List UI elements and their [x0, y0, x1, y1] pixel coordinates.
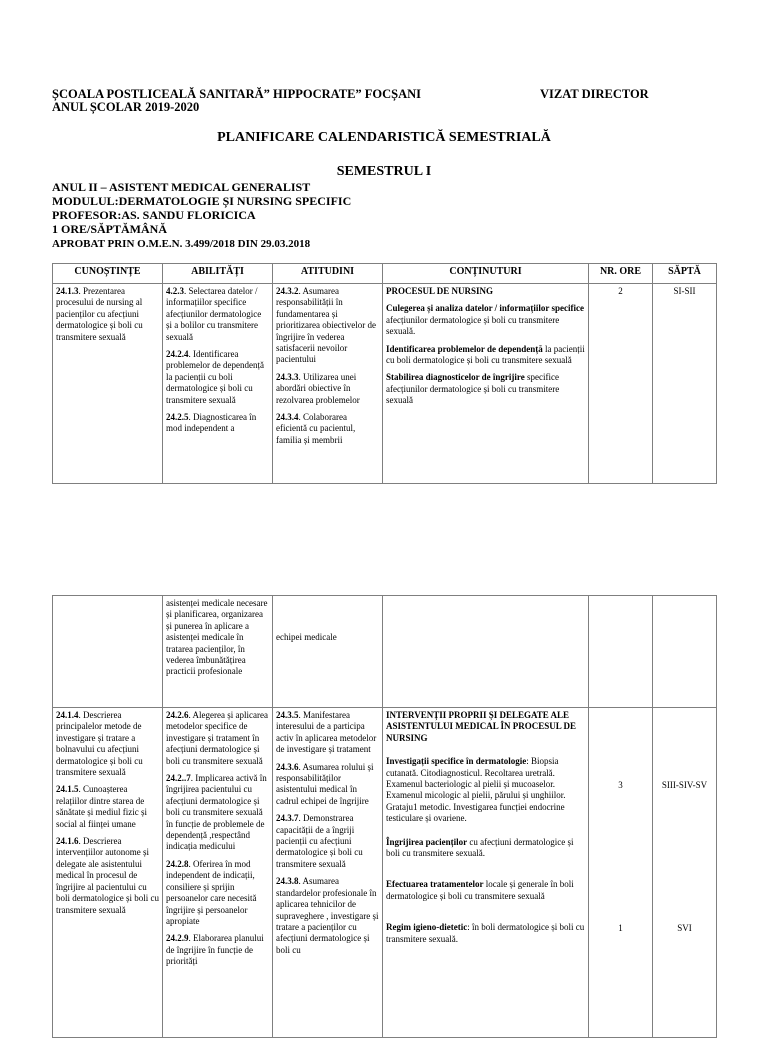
- cell-atitudini: [273, 284, 383, 484]
- content-item: Îngrijirea pacienților cu afecțiuni dermatologice și boli cu transmitere sexuală.: [386, 836, 574, 859]
- cell-cunostinte: [53, 708, 163, 1038]
- weeks-value: SVI: [677, 923, 692, 934]
- competence-item: 24.1.4. Descrierea principalelor metode de investigare și tratare a bolnavului cu afecțiuni dermatologice și boli cu transmitere sexuală: [56, 710, 143, 778]
- cell-abilitati: asistenței medicale necesare și planificarea, organizarea și punerea în aplicare a asistenței medicale în tratarea pacienților, în vederea îmbunătățirea practicii profesionale: [163, 596, 273, 708]
- competence-item: 24.3.2. Asumarea responsabilității în fundamentarea și prioritizarea obiectivelor de îngrijire în vederea satisfacerii nevoilor pacientului: [276, 286, 376, 365]
- cell-continuturi: [383, 708, 589, 1038]
- hours-value: 1: [618, 923, 623, 934]
- content-item: Investigații specifice în dermatologie: Biopsia cutanată. Citodiagnosticul. Recoltarea uretrală. Examenul bacteriologic al pielii și mucoaselor. Examenul micologic al pielii, părului și unghiilor. Grataju1 metodic. Investigarea funcției endocrine testiculare și ovariene.: [386, 756, 566, 824]
- competence-item: 24.3.3. Utilizarea unei abordări obiective în rezolvarea problemelor: [276, 371, 360, 405]
- meta-hours: 1 ORE/SĂPTĂMÂNĂ: [52, 222, 168, 236]
- meta-teacher: PROFESOR:AS. SANDU FLORICICA: [52, 208, 256, 222]
- competence-item: 24.2.4. Identificarea problemelor de dependență la pacienții cu boli dermatologice și boli cu transmitere sexuală: [166, 349, 264, 405]
- cell-saptamana: [653, 708, 717, 1038]
- competence-item: 24.2.8. Oferirea în mod independent de indicații, consiliere și sprijin persoanelor care necesită îngrijire și persoanelor apropiate: [166, 858, 257, 926]
- semester-title: SEMESTRUL I: [336, 164, 432, 179]
- content-heading: INTERVENȚII PROPRII ȘI DELEGATE ALE ASISTENTULUI MEDICAL ÎN PROCESUL DE NURSING: [386, 710, 577, 743]
- competence-item: 24.3.5. Manifestarea interesului de a participa activ în aplicarea metodelor de investigare și tratament: [276, 710, 377, 755]
- competence-item: 24.2.6. Alegerea și aplicarea metodelor specifice de investigare și tratament în afecțiuni dermatologice și boli cu transmitere sexuală: [166, 710, 268, 766]
- cell-nr-ore: 2: [589, 284, 653, 484]
- col-header-abilitati: ABILITĂȚI: [163, 264, 273, 284]
- competence-item: 24.3.4. Colaborarea eficientă cu pacientul, familia și membrii: [276, 412, 356, 445]
- competence-item: 24.2..7. Implicarea activă în îngrijirea pacientului cu afecțiuni dermatologice și boli cu transmitere sexuală în funcție de problemele de dependență ,respectând indicația medicului: [166, 773, 267, 852]
- col-header-continuturi: CONȚINUTURI: [383, 264, 589, 284]
- cell-atitudini: [273, 596, 383, 708]
- document-title: PLANIFICARE CALENDARISTICĂ SEMESTRIALĂ: [217, 130, 551, 145]
- col-header-saptamana: SĂPTĂ: [653, 264, 717, 284]
- school-name: ȘCOALA POSTLICEALĂ SANITARĂ” HIPPOCRATE” FOCȘANI: [52, 87, 422, 101]
- cell-saptamana: [653, 596, 717, 708]
- cell-saptamana: SI-SII: [653, 284, 717, 484]
- content-item: Culegerea și analiza datelor / informațiilor specifice afecțiunilor dermatologice și boli cu transmitere sexuală.: [386, 303, 584, 337]
- col-header-atitudini: ATITUDINI: [273, 264, 383, 284]
- competence-item: 24.3.6. Asumarea rolului și responsabilităților asistentului medical în cadrul echipei de îngrijire: [276, 761, 374, 806]
- cell-atitudini: [273, 708, 383, 1038]
- cell-cunostinte: [53, 596, 163, 708]
- weeks-value: SIII-SIV-SV: [661, 780, 708, 790]
- content-item: Regim igieno-dietetic: în boli dermatologice și boli cu transmitere sexuală.: [386, 922, 585, 944]
- competence-item: 24.1.3. Prezentarea procesului de nursing al pacienților cu afecțiuni dermatologice și boli cu transmitere sexuală: [56, 286, 143, 342]
- competence-item: 24.3.8. Asumarea standardelor profesionale în aplicarea tehnicilor de supraveghere , investigare și tratare a pacienților cu afecțiuni dermatologice și boli cu: [276, 876, 379, 955]
- cell-nr-ore: [589, 596, 653, 708]
- content-item: Identificarea problemelor de dependență la pacienții cu boli dermatologice și boli cu transmitere sexuală: [386, 343, 585, 366]
- cell-continuturi: [383, 596, 589, 708]
- competence-item: 24.1.5. Cunoașterea relațiilor dintre starea de sănătate și mediul fizic și social al ființei umane: [56, 784, 147, 829]
- meta-year-specialization: ANUL II – ASISTENT MEDICAL GENERALIST: [52, 180, 311, 194]
- cell-cunostinte: [53, 284, 163, 484]
- meta-approval-order: APROBAT PRIN O.M.E.N. 3.499/2018 DIN 29.03.2018: [52, 238, 311, 250]
- planning-table-page2: [52, 595, 717, 1038]
- meta-module: MODULUL:DERMATOLOGIE ȘI NURSING SPECIFIC: [52, 194, 352, 208]
- cell-nr-ore: [589, 708, 653, 1038]
- director-approval: VIZAT DIRECTOR: [540, 87, 649, 101]
- content-item: Efectuarea tratamentelor locale și generale în boli dermatologice și boli cu transmitere sexuală: [386, 879, 574, 901]
- competence-item: 24.1.6. Descrierea intervențiilor autonome și delegate ale asistentului medical în procesul de îngrijire al pacientului cu boli dermatologice și boli cu transmitere sexuală: [56, 836, 159, 915]
- hours-value: 3: [618, 780, 623, 790]
- competence-item: 24.2.5. Diagnosticarea în mod independent a: [166, 412, 257, 434]
- competence-item: 4.2.3. Selectarea datelor / informațiilor specifice afecțiunilor dermatologice și a bolilor cu transmitere sexuală: [166, 286, 262, 342]
- content-item: Stabilirea diagnosticelor de îngrijire specifice afecțiunilor dermatologice și boli cu transmitere sexuală: [386, 372, 560, 406]
- col-header-cunostinte: CUNOȘTINȚE: [53, 264, 163, 284]
- cell-continuturi: [383, 284, 589, 484]
- cell-abilitati: [163, 284, 273, 484]
- competence-item: 24.3.7. Demonstrarea capacității de a îngriji pacienții cu afecțiuni dermatologice și boli cu transmitere sexuală: [276, 813, 363, 869]
- cell-abilitati: [163, 708, 273, 1038]
- content-heading: PROCESUL DE NURSING: [386, 286, 494, 296]
- col-header-nr-ore: NR. ORE: [589, 264, 653, 284]
- competence-item: 24.2.9. Elaborarea planului de îngrijire în funcție de priorități: [166, 933, 264, 967]
- school-year: ANUL ȘCOLAR 2019-2020: [52, 100, 200, 114]
- planning-table-page1: [52, 263, 717, 484]
- competence-item: echipei medicale: [276, 632, 337, 642]
